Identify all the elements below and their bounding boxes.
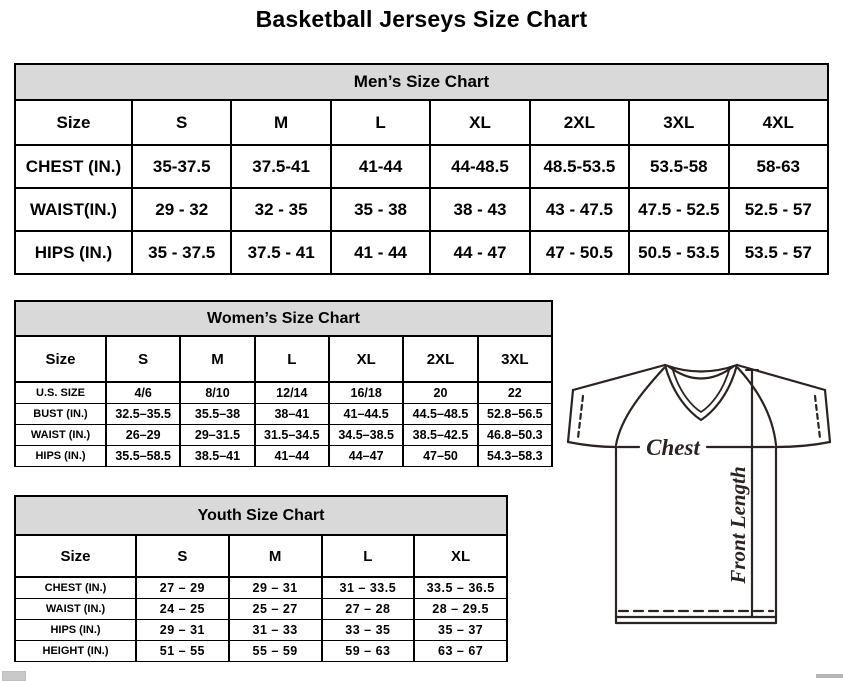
table-cell: 41 - 44 (331, 231, 430, 274)
row-label: U.S. SIZE (15, 382, 106, 404)
row-label: HIPS (IN.) (15, 446, 106, 467)
table-row (15, 188, 828, 231)
column-header: 4XL (729, 100, 828, 145)
table-row (15, 425, 552, 446)
row-label: HIPS (IN.) (15, 620, 136, 641)
youth-table-title: Youth Size Chart (15, 496, 507, 535)
column-header: L (322, 535, 415, 577)
table-cell: 38.5–41 (180, 446, 254, 467)
jersey-outline-shape (568, 365, 830, 623)
table-cell: 34.5–38.5 (329, 425, 403, 446)
youth-size-chart-table (14, 495, 508, 662)
table-cell: 44-48.5 (430, 145, 529, 188)
table-cell: 41–44 (255, 446, 329, 467)
column-header: L (255, 336, 329, 382)
table-cell: 29 – 31 (229, 577, 322, 599)
table-cell: 37.5 - 41 (231, 231, 330, 274)
table-cell: 32 - 35 (231, 188, 330, 231)
column-header: XL (329, 336, 403, 382)
page-title: Basketball Jerseys Size Chart (255, 6, 588, 32)
youth-size-header: Size (15, 535, 136, 577)
table-cell: 48.5-53.5 (530, 145, 629, 188)
column-header: M (231, 100, 330, 145)
table-cell: 28 – 29.5 (414, 599, 507, 620)
column-header: S (136, 535, 229, 577)
row-label: HEIGHT (IN.) (15, 641, 136, 662)
table-cell: 38 - 43 (430, 188, 529, 231)
column-header: M (180, 336, 254, 382)
table-cell: 44 - 47 (430, 231, 529, 274)
table-cell: 31 – 33 (229, 620, 322, 641)
column-header: 3XL (478, 336, 552, 382)
row-label: HIPS (IN.) (15, 231, 132, 274)
table-cell: 38–41 (255, 404, 329, 425)
column-header: 2XL (530, 100, 629, 145)
mens-table-title: Men’s Size Chart (15, 64, 828, 100)
table-cell: 26–29 (106, 425, 180, 446)
table-cell: 53.5 - 57 (729, 231, 828, 274)
table-cell: 20 (403, 382, 477, 404)
table-cell: 8/10 (180, 382, 254, 404)
table-cell: 35 - 37.5 (132, 231, 231, 274)
column-header: 2XL (403, 336, 477, 382)
column-header: S (106, 336, 180, 382)
column-header: S (132, 100, 231, 145)
table-cell: 52.5 - 57 (729, 188, 828, 231)
table-cell: 25 – 27 (229, 599, 322, 620)
table-cell: 31.5–34.5 (255, 425, 329, 446)
table-cell: 43 - 47.5 (530, 188, 629, 231)
jersey-measurement-diagram (555, 355, 843, 640)
womens-size-header: Size (15, 336, 106, 382)
table-cell: 44–47 (329, 446, 403, 467)
table-cell: 37.5-41 (231, 145, 330, 188)
table-cell: 31 – 33.5 (322, 577, 415, 599)
table-row (15, 620, 507, 641)
table-row (15, 145, 828, 188)
table-cell: 55 – 59 (229, 641, 322, 662)
table-cell: 29 - 32 (132, 188, 231, 231)
table-row (15, 382, 552, 404)
womens-table-title: Women’s Size Chart (15, 301, 552, 336)
mens-size-header: Size (15, 100, 132, 145)
mens-size-chart-table (14, 63, 829, 275)
column-header: XL (414, 535, 507, 577)
table-cell: 47–50 (403, 446, 477, 467)
row-label: WAIST(IN.) (15, 188, 132, 231)
table-cell: 12/14 (255, 382, 329, 404)
table-cell: 44.5–48.5 (403, 404, 477, 425)
table-cell: 35-37.5 (132, 145, 231, 188)
table-cell: 63 – 67 (414, 641, 507, 662)
column-header: 3XL (629, 100, 728, 145)
table-cell: 35 - 38 (331, 188, 430, 231)
table-cell: 27 – 28 (322, 599, 415, 620)
column-header: XL (430, 100, 529, 145)
table-cell: 29–31.5 (180, 425, 254, 446)
table-cell: 35.5–38 (180, 404, 254, 425)
table-cell: 51 – 55 (136, 641, 229, 662)
row-label: CHEST (IN.) (15, 577, 136, 599)
horizontal-scrollbar-fragment-right[interactable] (816, 674, 843, 678)
row-label: BUST (IN.) (15, 404, 106, 425)
table-row (15, 231, 828, 274)
table-cell: 35 – 37 (414, 620, 507, 641)
row-label: CHEST (IN.) (15, 145, 132, 188)
table-cell: 33.5 – 36.5 (414, 577, 507, 599)
table-cell: 27 – 29 (136, 577, 229, 599)
table-cell: 41-44 (331, 145, 430, 188)
table-row (15, 446, 552, 467)
table-row (15, 577, 507, 599)
table-cell: 32.5–35.5 (106, 404, 180, 425)
table-cell: 35.5–58.5 (106, 446, 180, 467)
table-cell: 29 – 31 (136, 620, 229, 641)
table-cell: 54.3–58.3 (478, 446, 552, 467)
right-cuff-dashed-line (815, 396, 820, 438)
table-cell: 53.5-58 (629, 145, 728, 188)
front-length-label: Front Length (726, 466, 750, 584)
table-cell: 16/18 (329, 382, 403, 404)
horizontal-scrollbar-fragment-left[interactable] (2, 671, 26, 681)
table-cell: 24 – 25 (136, 599, 229, 620)
table-cell: 22 (478, 382, 552, 404)
row-label: WAIST (IN.) (15, 599, 136, 620)
table-cell: 4/6 (106, 382, 180, 404)
table-cell: 41–44.5 (329, 404, 403, 425)
table-cell: 47 - 50.5 (530, 231, 629, 274)
table-cell: 47.5 - 52.5 (629, 188, 728, 231)
table-cell: 58-63 (729, 145, 828, 188)
table-row (15, 599, 507, 620)
table-cell: 59 – 63 (322, 641, 415, 662)
table-cell: 33 – 35 (322, 620, 415, 641)
row-label: WAIST (IN.) (15, 425, 106, 446)
table-cell: 50.5 - 53.5 (629, 231, 728, 274)
column-header: M (229, 535, 322, 577)
chest-label: Chest (646, 435, 700, 460)
table-row (15, 404, 552, 425)
column-header: L (331, 100, 430, 145)
left-cuff-dashed-line (578, 396, 583, 438)
table-cell: 38.5–42.5 (403, 425, 477, 446)
womens-size-chart-table (14, 300, 553, 467)
table-row (15, 641, 507, 662)
table-cell: 46.8–50.3 (478, 425, 552, 446)
table-cell: 52.8–56.5 (478, 404, 552, 425)
